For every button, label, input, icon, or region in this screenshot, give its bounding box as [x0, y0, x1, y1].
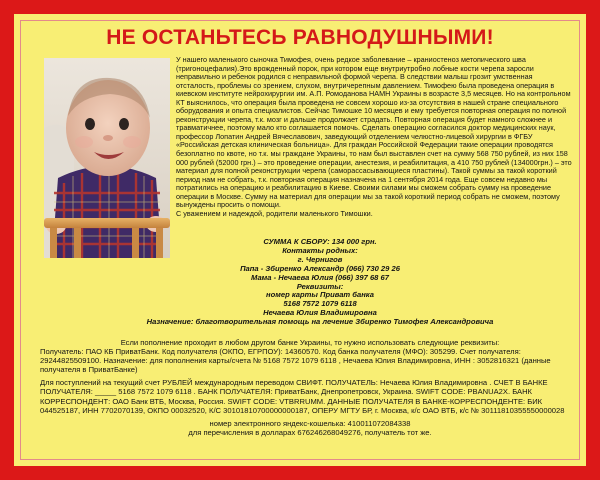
- poster-title: НЕ ОСТАНЬТЕСЬ РАВНОДУШНЫМИ!: [106, 26, 494, 49]
- contacts-heading: Контакты родных:: [282, 245, 358, 255]
- yandex-wallet: номер электронного яндекс-кошелька: 410011072084338: [209, 418, 411, 428]
- requisites-heading: Реквизиты:: [296, 281, 344, 291]
- dollar-transfer: для перечисления в долларах 676246268049276, получатель тот же.: [188, 427, 432, 437]
- donation-details: [60, 238, 580, 327]
- bank-note: Если пополнение проходит в любом другом банке Украины, то нужно использовать следующие реквизиты:: [120, 338, 500, 347]
- child-photo: [44, 58, 170, 258]
- dad-contact: Папа - Збиренко Александр (066) 730 29 26: [240, 263, 400, 273]
- card-holder: Нечаева Юлия Владимировна: [263, 308, 377, 318]
- sum-to-collect: СУММА К СБОРУ: 134 000 грн.: [263, 237, 377, 246]
- card-label: номер карты Приват банка: [266, 290, 374, 300]
- bank-requisites: [40, 338, 580, 437]
- payment-purpose: Назначение: благотворительная помощь на лечение Збиренко Тимофея Александровича: [146, 317, 494, 327]
- mom-contact: Мама - Нечаева Юлия (066) 397 68 67: [251, 272, 389, 282]
- story-text: У нашего маленького сыночка Тимофея, очень редкое заболевание – краниостеноз метопического шва (тригоноцефалия).Это врожденный порок, при котором еще внутриутробно лобные кости черепа заросли неправильно и ребенок родился с неправильной формой черепа. В следствии малыш грозит умственная отсталость, проблемы со зрением, слухом, внутричерепным давлением. Тимофею была проведена операция в киевском институте нейрохирургии им. А.П. Ромоданова НАМН Украины в возрасте 3,5 месяцев. Но на контрольном КТ выяснилось, что операция была проведена не совсем хорошо из-за отсутствия в нашей стране специального оборудования и опыта специалистов. Сейчас Тимошке 10 месяцев и ему требуется повторная операция по полной реконструкции черепа, т.к. мозг и дальше продолжает страдать. Повторная операция будет намного сложнее и травматичнее, поэтому мало кто соглашается помочь. Сделать операцию согласился доктор медицинских наук, профессор Лопатин Андрей Вячеславович, заведующий отделением челюстно-лицевой хирургии в ФГБУ «Российская детская клиническая больница». Для граждан Российской Федерации такие операции проводятся безоплатно по квоте, но т.к. мы граждане Украины, то нам был выставлен счет на сумму 568 750 рублей, из них 158 000 рублей (52000 грн.) – это проведение операции, анестезия, и реабилитация, а 410 750 рублей (134000грн.) – это материал для полной реконструкции черепа (самораcсасывающиеся пластины). Такой суммы за такой короткий период нам не собрать, т.к. повторная операция назначена на 1 сентября 2014 года. Еще совсем недавно мы потратились на операцию и реабилитацию в Киеве. Своими силами мы сможем собрать сумму на проведение операции в Москве. Сумму на материал для операции мы за такой короткий период собрать не сможем, поэтому вынуждены просить о помощи. С уважением и надеждой, родители маленького Тимошки.: [176, 55, 572, 218]
- swift-transfer: Для поступлений на текущий счет РУБЛЕЙ международным переводом СВИФТ. ПОЛУЧАТЕЛЬ: Нечаева Юлия Владимировна . СЧЕТ В БАНКЕ ПОЛУЧАТЕЛЯ: _____ 5168 7572 1079 6118 . БАНК ПОЛУЧАТЕЛЯ: ПриватБанк, Днепропетровск, Украина. SWIFT CODE: PBANUA2X. БАНК КОРРЕСПОНДЕНТ: ОАО Банк ВТБ, Москва, Россия. SWIFT CODE: VTBRRUMM. ДАННЫЕ ПОЛУЧАТЕЛЯ В БАНКЕ-КОРРЕСПОНДЕНТЕ: БИК 044525187, ИНН 7702070139, ОКПО 00032520, К/С 30101810700000000187, ОПЕРУ МГТУ БР, г. Москва, к/с ОАО ВТБ, к/с № 30111810355550000028: [40, 378, 565, 415]
- card-number: 5168 7572 1079 6118: [283, 299, 357, 309]
- city: г. Чернигов: [297, 254, 343, 264]
- bank-recipient: Получатель: ПАО КБ ПриватБанк. Код получателя (ОКПО, ЕГРПОУ): 14360570. Код банка получателя (МФО): 305299. Счет получателя: 29244825509100. Назначение: для пополнения карты/счета № 5168 7572 1079 6118 , Нечаева Юлия Владимировна, ИНН : 3052816321 (данные получателя в ПриватБанке): [40, 347, 551, 375]
